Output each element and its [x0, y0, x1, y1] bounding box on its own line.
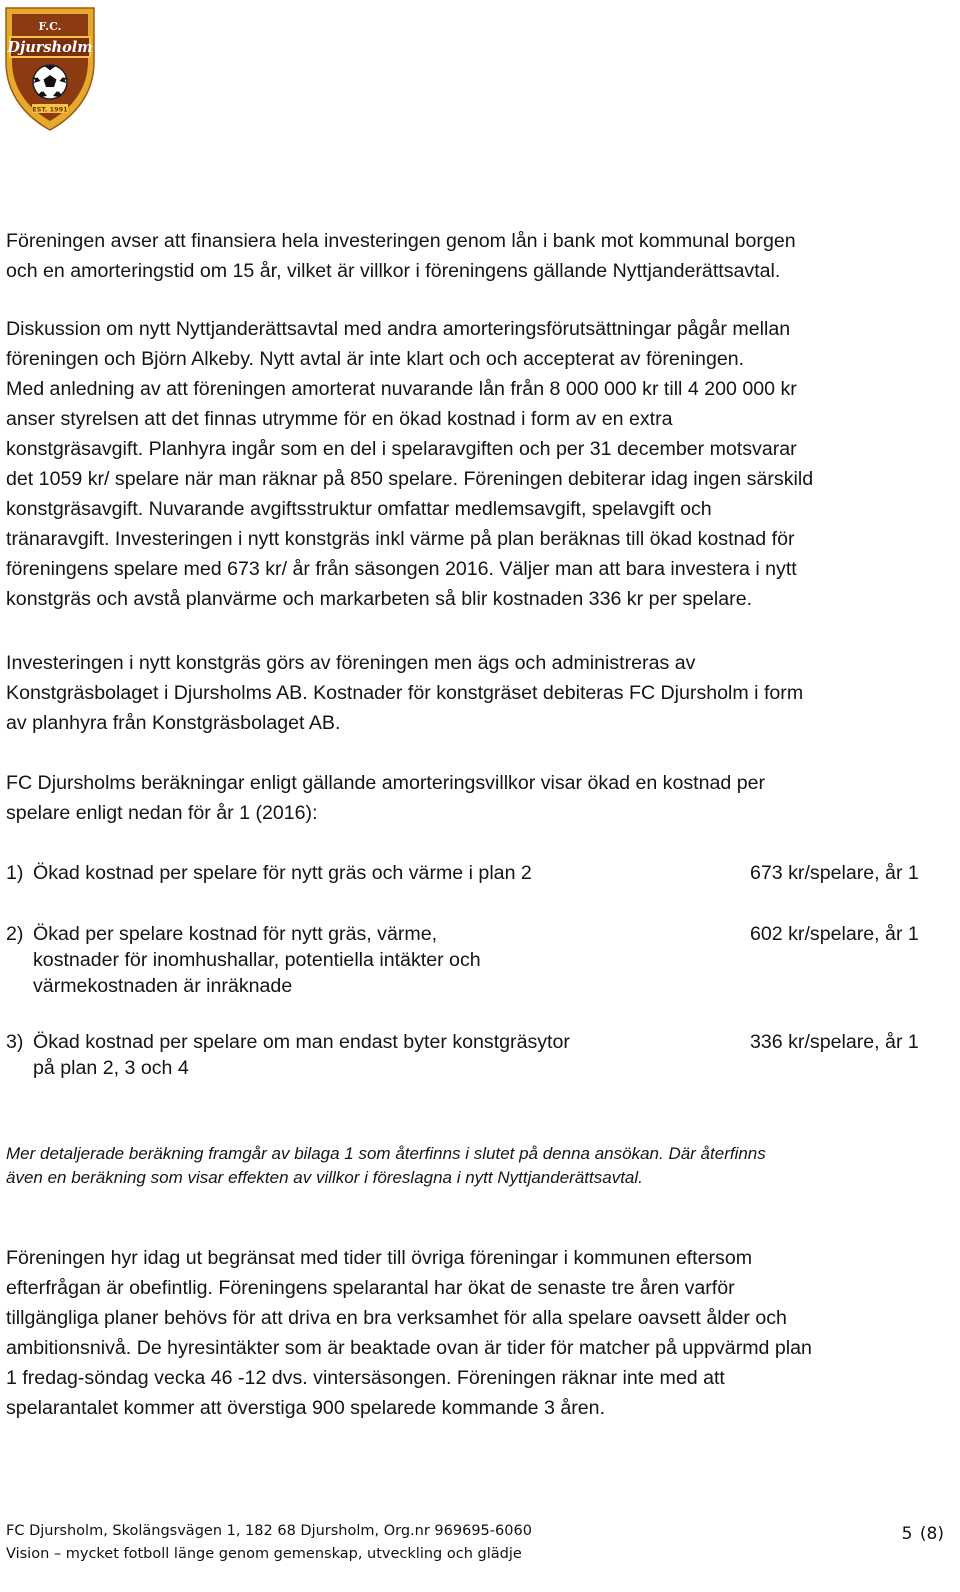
cost-item-number: 2) — [6, 923, 24, 945]
text-line: Diskussion om nytt Nyttjanderättsavtal med andra amorteringsförutsättningar pågår mellan — [6, 318, 791, 340]
cost-item-description — [33, 921, 481, 999]
text-line: Med anledning av att föreningen amorterat nuvarande lån från 8 000 000 kr till 4 200 000 kr — [6, 378, 797, 400]
logo-name-text: Djursholm — [7, 39, 93, 56]
cost-item-value: 602 kr/spelare, år 1 — [750, 923, 919, 945]
text-line: Ökad kostnad per spelare om man endast byter konstgräsytor — [33, 1031, 570, 1053]
cost-item-value: 336 kr/spelare, år 1 — [750, 1031, 919, 1053]
cost-item-number: 1) — [6, 862, 24, 884]
text-line: tränaravgift. Investeringen i nytt konstgräs inkl värme på plan beräknas till ökad kostnad för — [6, 528, 795, 550]
cost-item-description — [33, 1029, 570, 1081]
page-number — [902, 1524, 944, 1544]
text-line: Föreningen hyr idag ut begränsat med tider till övriga föreningar i kommunen eftersom — [6, 1247, 753, 1269]
text-line: spelarantalet kommer att överstiga 900 spelarede kommande 3 åren. — [6, 1397, 606, 1419]
club-crest-icon — [2, 4, 98, 134]
text-line: föreningens spelare med 673 kr/ år från säsongen 2016. Väljer man att bara investera i nytt — [6, 558, 797, 580]
text-line: spelare enligt nedan för år 1 (2016): — [6, 802, 318, 824]
club-logo — [2, 4, 98, 134]
text-line: konstgräsavgift. Nuvarande avgiftsstruktur omfattar medlemsavgift, spelavgift och — [6, 498, 712, 520]
football-icon — [33, 65, 67, 99]
text-line: föreningen och Björn Alkeby. Nytt avtal är inte klart och och accepterat av föreningen. — [6, 348, 745, 370]
text-line: tillgängliga planer behövs för att driva en bra verksamhet för alla spelare oavsett ålder och — [6, 1307, 787, 1329]
text-line: Föreningen avser att finansiera hela investeringen genom lån i bank mot kommunal borgen — [6, 230, 796, 252]
text-line: kostnader för inomhushallar, potentiella intäkter och — [33, 949, 481, 971]
text-line: konstgräsavgift. Planhyra ingår som en del i spelaravgiften och per 31 december motsvarar — [6, 438, 797, 460]
logo-top-text: F.C. — [38, 20, 62, 33]
note-appendix — [6, 1142, 954, 1190]
logo-established-text: EST. 1991 — [32, 105, 68, 114]
text-line: Ökad per spelare kostnad för nytt gräs, värme, — [33, 923, 438, 945]
footer-vision: Vision – mycket fotboll länge genom gemenskap, utveckling och glädje — [6, 1546, 522, 1562]
cost-item-number: 3) — [6, 1031, 24, 1053]
text-line: anser styrelsen att det finnas utrymme för en ökad kostnad i form av en extra — [6, 408, 673, 430]
text-line: och en amorteringstid om 15 år, vilket är villkor i föreningens gällande Nyttjanderättsavtal. — [6, 260, 781, 282]
cost-item-description — [33, 860, 532, 886]
text-line: Ökad kostnad per spelare för nytt gräs och värme i plan 2 — [33, 862, 532, 884]
paragraph-ownership — [6, 648, 954, 738]
text-line: efterfrågan är obefintlig. Föreningens spelarantal har ökat de senaste tre åren varför — [6, 1277, 735, 1299]
text-line: Mer detaljerade beräkning framgår av bilaga 1 som återfinns i slutet på denna ansökan. Där återfinns — [6, 1144, 766, 1163]
page-number-total: (8) — [919, 1524, 944, 1544]
text-line: det 1059 kr/ spelare när man räknar på 850 spelare. Föreningen debiterar idag ingen särskild — [6, 468, 814, 490]
page-footer — [6, 1520, 946, 1566]
footer-address: FC Djursholm, Skolängsvägen 1, 182 68 Djursholm, Org.nr 969695-6060 — [6, 1523, 532, 1539]
text-line: även en beräkning som visar effekten av villkor i föreslagna i nytt Nyttjanderättsavtal. — [6, 1168, 643, 1187]
paragraph-discussion — [6, 314, 954, 614]
paragraph-calculations-intro — [6, 768, 954, 828]
cost-item-value: 673 kr/spelare, år 1 — [750, 862, 919, 884]
text-line: 1 fredag-söndag vecka 46 -12 dvs. vintersäsongen. Föreningen räknar inte med att — [6, 1367, 725, 1389]
text-line: på plan 2, 3 och 4 — [33, 1057, 189, 1079]
page-number-current: 5 — [901, 1524, 913, 1544]
text-line: av planhyra från Konstgräsbolaget AB. — [6, 712, 341, 734]
text-line: Investeringen i nytt konstgräs görs av föreningen men ägs och administreras av — [6, 652, 696, 674]
text-line: konstgräs och avstå planvärme och markarbeten så blir kostnaden 336 kr per spelare. — [6, 588, 753, 610]
text-line: FC Djursholms beräkningar enligt gällande amorteringsvillkor visar ökad en kostnad per — [6, 772, 766, 794]
paragraph-financing — [6, 226, 954, 286]
text-line: värmekostnaden är inräknade — [33, 975, 293, 997]
paragraph-rentals — [6, 1243, 954, 1423]
text-line: ambitionsnivå. De hyresintäkter som är beaktade ovan är tider för matcher på uppvärmd plan — [6, 1337, 812, 1359]
text-line: Konstgräsbolaget i Djursholms AB. Kostnader för konstgräset debiteras FC Djursholm i form — [6, 682, 804, 704]
